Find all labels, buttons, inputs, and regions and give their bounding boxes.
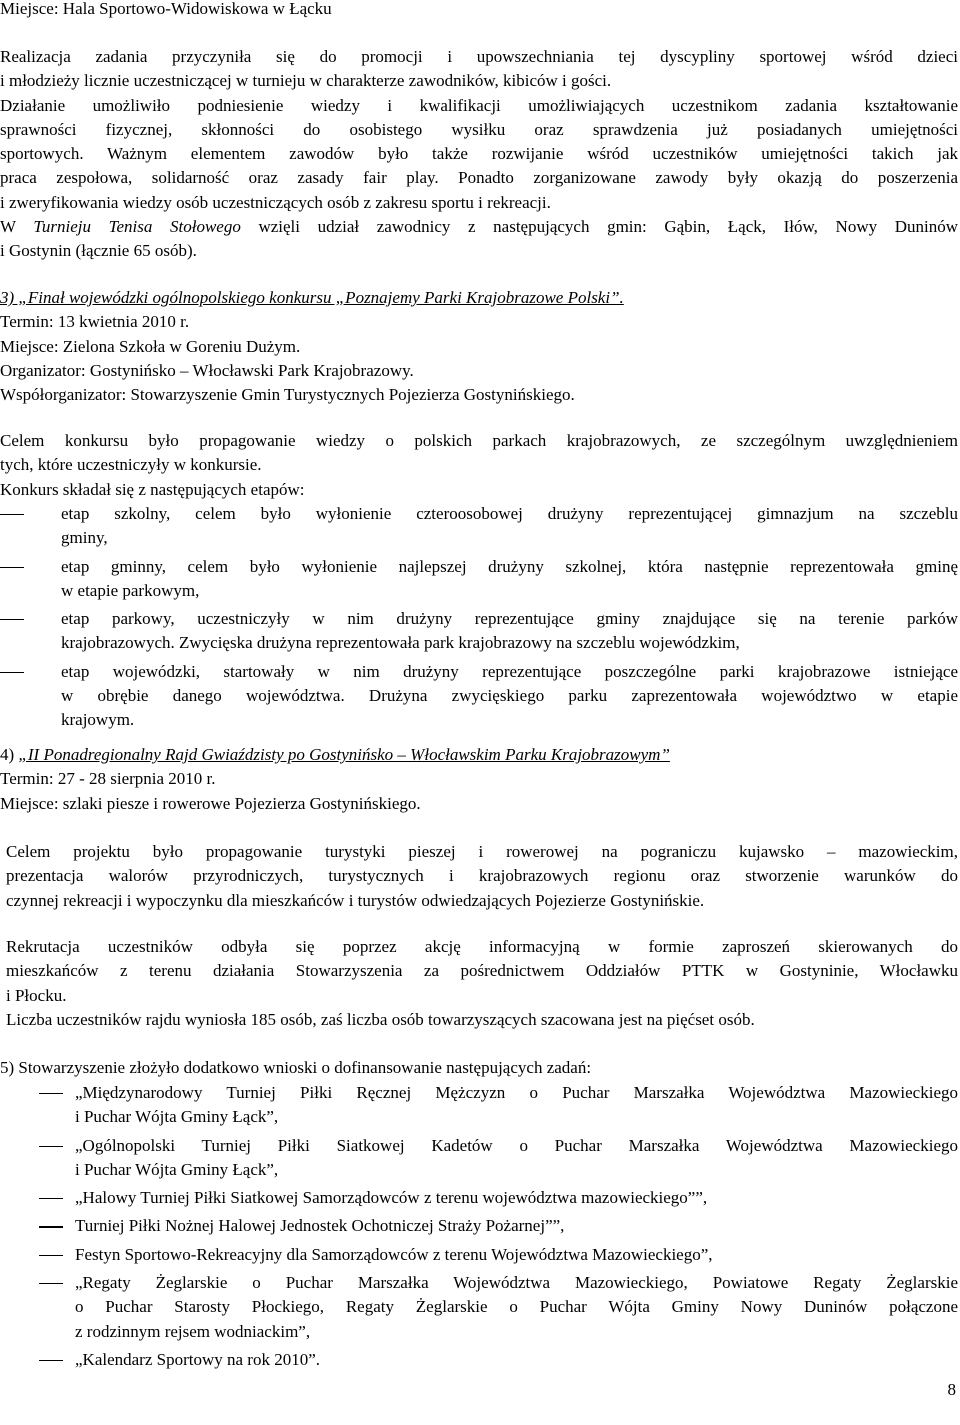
page-number: 8 — [947, 1380, 956, 1399]
list-item — [75, 1271, 958, 1344]
list-item-line: „Kalendarz Sportowy na rok 2010”. — [75, 1349, 321, 1369]
dash-bullet-icon — [39, 1283, 63, 1284]
list-item-line: Festyn Sportowo-Rekreacyjny dla Samorządowców z terenu Województwa Mazowieckiego”, — [75, 1244, 713, 1264]
section-4-heading-line — [0, 743, 958, 767]
list-item-line: etap szkolny, celem było wyłonienie czteroosobowej drużyny reprezentującej gimnazjum na szczeblu — [61, 504, 958, 523]
section-5-intro-text: 5) Stowarzyszenie złożyło dodatkowo wnioski o dofinansowanie następujących zadań: — [0, 1058, 592, 1077]
list-item-line: o Puchar Starosty Płockiego, Regaty Żeglarskie o Puchar Wójta Gminy Nowy Duninów połączone — [75, 1297, 958, 1317]
list-item — [75, 1348, 958, 1372]
section-3-heading: 3) „Finał wojewódzki ogólnopolskiego konkursu „Poznajemy Parki Krajobrazowe Polski”. — [0, 288, 624, 307]
list-item-line: i Puchar Wójta Gminy Łąck”, — [75, 1107, 279, 1127]
list-item-line: krajobrazowych. Zwycięska drużyna reprezentowała park krajobrazowy na szczeblu wojewódzkim, — [61, 633, 740, 653]
section-3-header — [0, 286, 958, 407]
list-item — [75, 1243, 958, 1267]
dash-bullet-icon — [39, 1360, 63, 1361]
list-item-line: w etapie parkowym, — [61, 580, 200, 600]
dash-bullet-icon — [39, 1255, 63, 1256]
text-line: i Gostynin (łącznie 65 osób). — [0, 241, 197, 261]
section-4-number: 4) — [0, 745, 19, 764]
list-item-line: etap gminny, celem było wyłonienie najlepszej drużyny szkolnej, która następnie reprezentowała gminę — [61, 556, 958, 576]
list-item — [61, 502, 958, 551]
list-item-line: gminy, — [61, 528, 108, 548]
list-item-line: „Międzynarodowy Turniej Piłki Ręcznej Mężczyzn o Puchar Marszałka Województwa Mazowieckiego — [75, 1083, 958, 1102]
section-5-list — [75, 1081, 958, 1372]
tenis-line — [0, 215, 958, 239]
section-3-wspolorganizator: Współorganizator: Stowarzyszenie Gmin Turystycznych Pojezierza Gostynińskiego. — [0, 385, 575, 405]
list-item — [61, 660, 958, 733]
section-4-miejsce: Miejsce: szlaki piesze i rowerowe Pojezierza Gostynińskiego. — [0, 793, 421, 813]
dash-bullet-icon — [39, 1093, 63, 1094]
etapy-list — [61, 502, 958, 733]
list-item — [75, 1134, 958, 1183]
list-item-line: z rodzinnym rejsem wodniackim”, — [75, 1321, 311, 1341]
text-line: i młodzieży licznie uczestniczącej w turnieju w charakterze zawodników, kibiców i gości. — [0, 71, 612, 91]
text-line: Celem konkursu było propagowanie wiedzy o polskich parkach krajobrazowych, ze szczególnym uwzględnieniem — [0, 431, 958, 450]
top-place-line — [0, 0, 958, 21]
section-3-miejsce: Miejsce: Zielona Szkoła w Goreniu Dużym. — [0, 336, 301, 356]
dash-bullet-icon — [0, 567, 24, 568]
section-4-termin: Termin: 27 - 28 sierpnia 2010 r. — [0, 769, 216, 789]
dash-bullet-icon — [0, 619, 24, 620]
tenis-rest: wzięli udział zawodnicy z następujących gmin: Gąbin, Łąck, Iłów, Nowy Duninów — [240, 217, 958, 237]
text-line: i zweryfikowania wiedzy osób uczestniczących osób z zakresu sportu i rekreacji. — [0, 192, 551, 212]
list-item — [75, 1081, 958, 1130]
list-item — [75, 1214, 958, 1238]
section-4-liczba: Liczba uczestników rajdu wyniosła 185 osób, zaś liczba osób towarzyszących szacowana jest na pięćset osób. — [6, 1009, 755, 1029]
etapy-intro: Konkurs składał się z następujących etapów: — [0, 479, 305, 499]
text-line: Rekrutacja uczestników odbyła się poprzez akcję informacyjną w formie zaproszeń skierowanych do — [6, 937, 958, 956]
list-item-line: „Halowy Turniej Piłki Siatkowej Samorządowców z terenu województwa mazowieckiego””, — [75, 1188, 708, 1208]
dash-bullet-icon — [0, 514, 24, 515]
text-line: praca zespołowa, solidarność oraz zasady fair play. Ponadto zorganizowane zawody były okazją do poszerzenia — [0, 168, 958, 188]
paragraph-realizacja — [0, 45, 958, 264]
list-item-line: „Ogólnopolski Turniej Piłki Siatkowej Kadetów o Puchar Marszałka Województwa Mazowieckiego — [75, 1135, 958, 1155]
dash-bullet-icon — [39, 1146, 63, 1147]
list-item — [61, 607, 958, 656]
section-3-cel — [0, 429, 958, 502]
list-item-line: krajowym. — [61, 710, 135, 730]
list-item-line: w obrębie danego województwa. Drużyna zwycięskiego parku zaprezentowała województwo w etapie — [61, 686, 958, 706]
section-3-organizator: Organizator: Gostynińsko – Włocławski Park Krajobrazowy. — [0, 360, 414, 380]
dash-bullet-icon — [39, 1198, 63, 1199]
text-line: Celem projektu było propagowanie turystyki pieszej i rowerowej na pograniczu kujawsko – mazowieckim, — [6, 842, 958, 861]
section-4-cel — [6, 840, 958, 913]
list-item-line: etap wojewódzki, startowały w nim drużyny reprezentujące poszczególne parki krajobrazowe istniejące — [61, 661, 958, 681]
list-item-line: „Regaty Żeglarskie o Puchar Marszałka Województwa Mazowieckiego, Powiatowe Regaty Żeglarskie — [75, 1273, 958, 1293]
dash-bullet-icon — [39, 1226, 63, 1227]
section-4-header — [0, 743, 958, 816]
list-item-line: i Puchar Wójta Gminy Łąck”, — [75, 1159, 279, 1179]
text-line: czynnej rekreacji i wypoczynku dla mieszkańców i turystów odwiedzających Pojezierze Gostynińskie. — [6, 890, 705, 910]
place-text: Miejsce: Hala Sportowo-Widowiskowa w Łącku — [0, 0, 332, 18]
text-line: Realizacja zadania przyczyniła się do promocji i upowszechniania tej dyscypliny sportowej wśród dzieci — [0, 47, 958, 66]
dash-bullet-icon — [0, 672, 24, 673]
text-line: prezentacja walorów przyrodniczych, turystycznych i krajobrazowych regionu oraz stworzenie warunków do — [6, 866, 958, 886]
text-line: i Płocku. — [6, 985, 67, 1005]
section-4-heading: „II Ponadregionalny Rajd Gwiaździsty po Gostynińsko – Włocławskim Parku Krajobrazowym” — [18, 745, 670, 764]
text-line: mieszkańców z terenu działania Stowarzyszenia za pośrednictwem Oddziałów PTTK w Gostyninie, Włocławku — [6, 961, 958, 981]
tenis-italic: Turnieju Tenisa Stołowego — [33, 217, 241, 237]
list-item — [61, 555, 958, 604]
text-line: tych, które uczestniczyły w konkursie. — [0, 455, 262, 475]
list-item-line: Turniej Piłki Nożnej Halowej Jednostek Ochotniczej Straży Pożarnej””, — [75, 1216, 565, 1236]
tenis-prefix: W — [0, 217, 34, 237]
list-item — [75, 1186, 958, 1210]
section-3-termin: Termin: 13 kwietnia 2010 r. — [0, 312, 190, 332]
section-4-rekrutacja — [6, 935, 958, 1032]
list-item-line: etap parkowy, uczestniczyły w nim drużyny reprezentujące gminy znajdujące się na terenie parków — [61, 609, 958, 629]
text-line: sportowych. Ważnym elementem zawodów było także rozwijanie wśród uczestników umiejętności takich jak — [0, 144, 958, 164]
section-5-intro — [0, 1056, 958, 1080]
text-line: sprawności fizycznej, skłonności do osobistego wysiłku oraz sprawdzenia już posiadanych umiejętności — [0, 119, 958, 139]
text-line: Działanie umożliwiło podniesienie wiedzy i kwalifikacji umożliwiających uczestnikom zadania kształtowanie — [0, 95, 958, 115]
